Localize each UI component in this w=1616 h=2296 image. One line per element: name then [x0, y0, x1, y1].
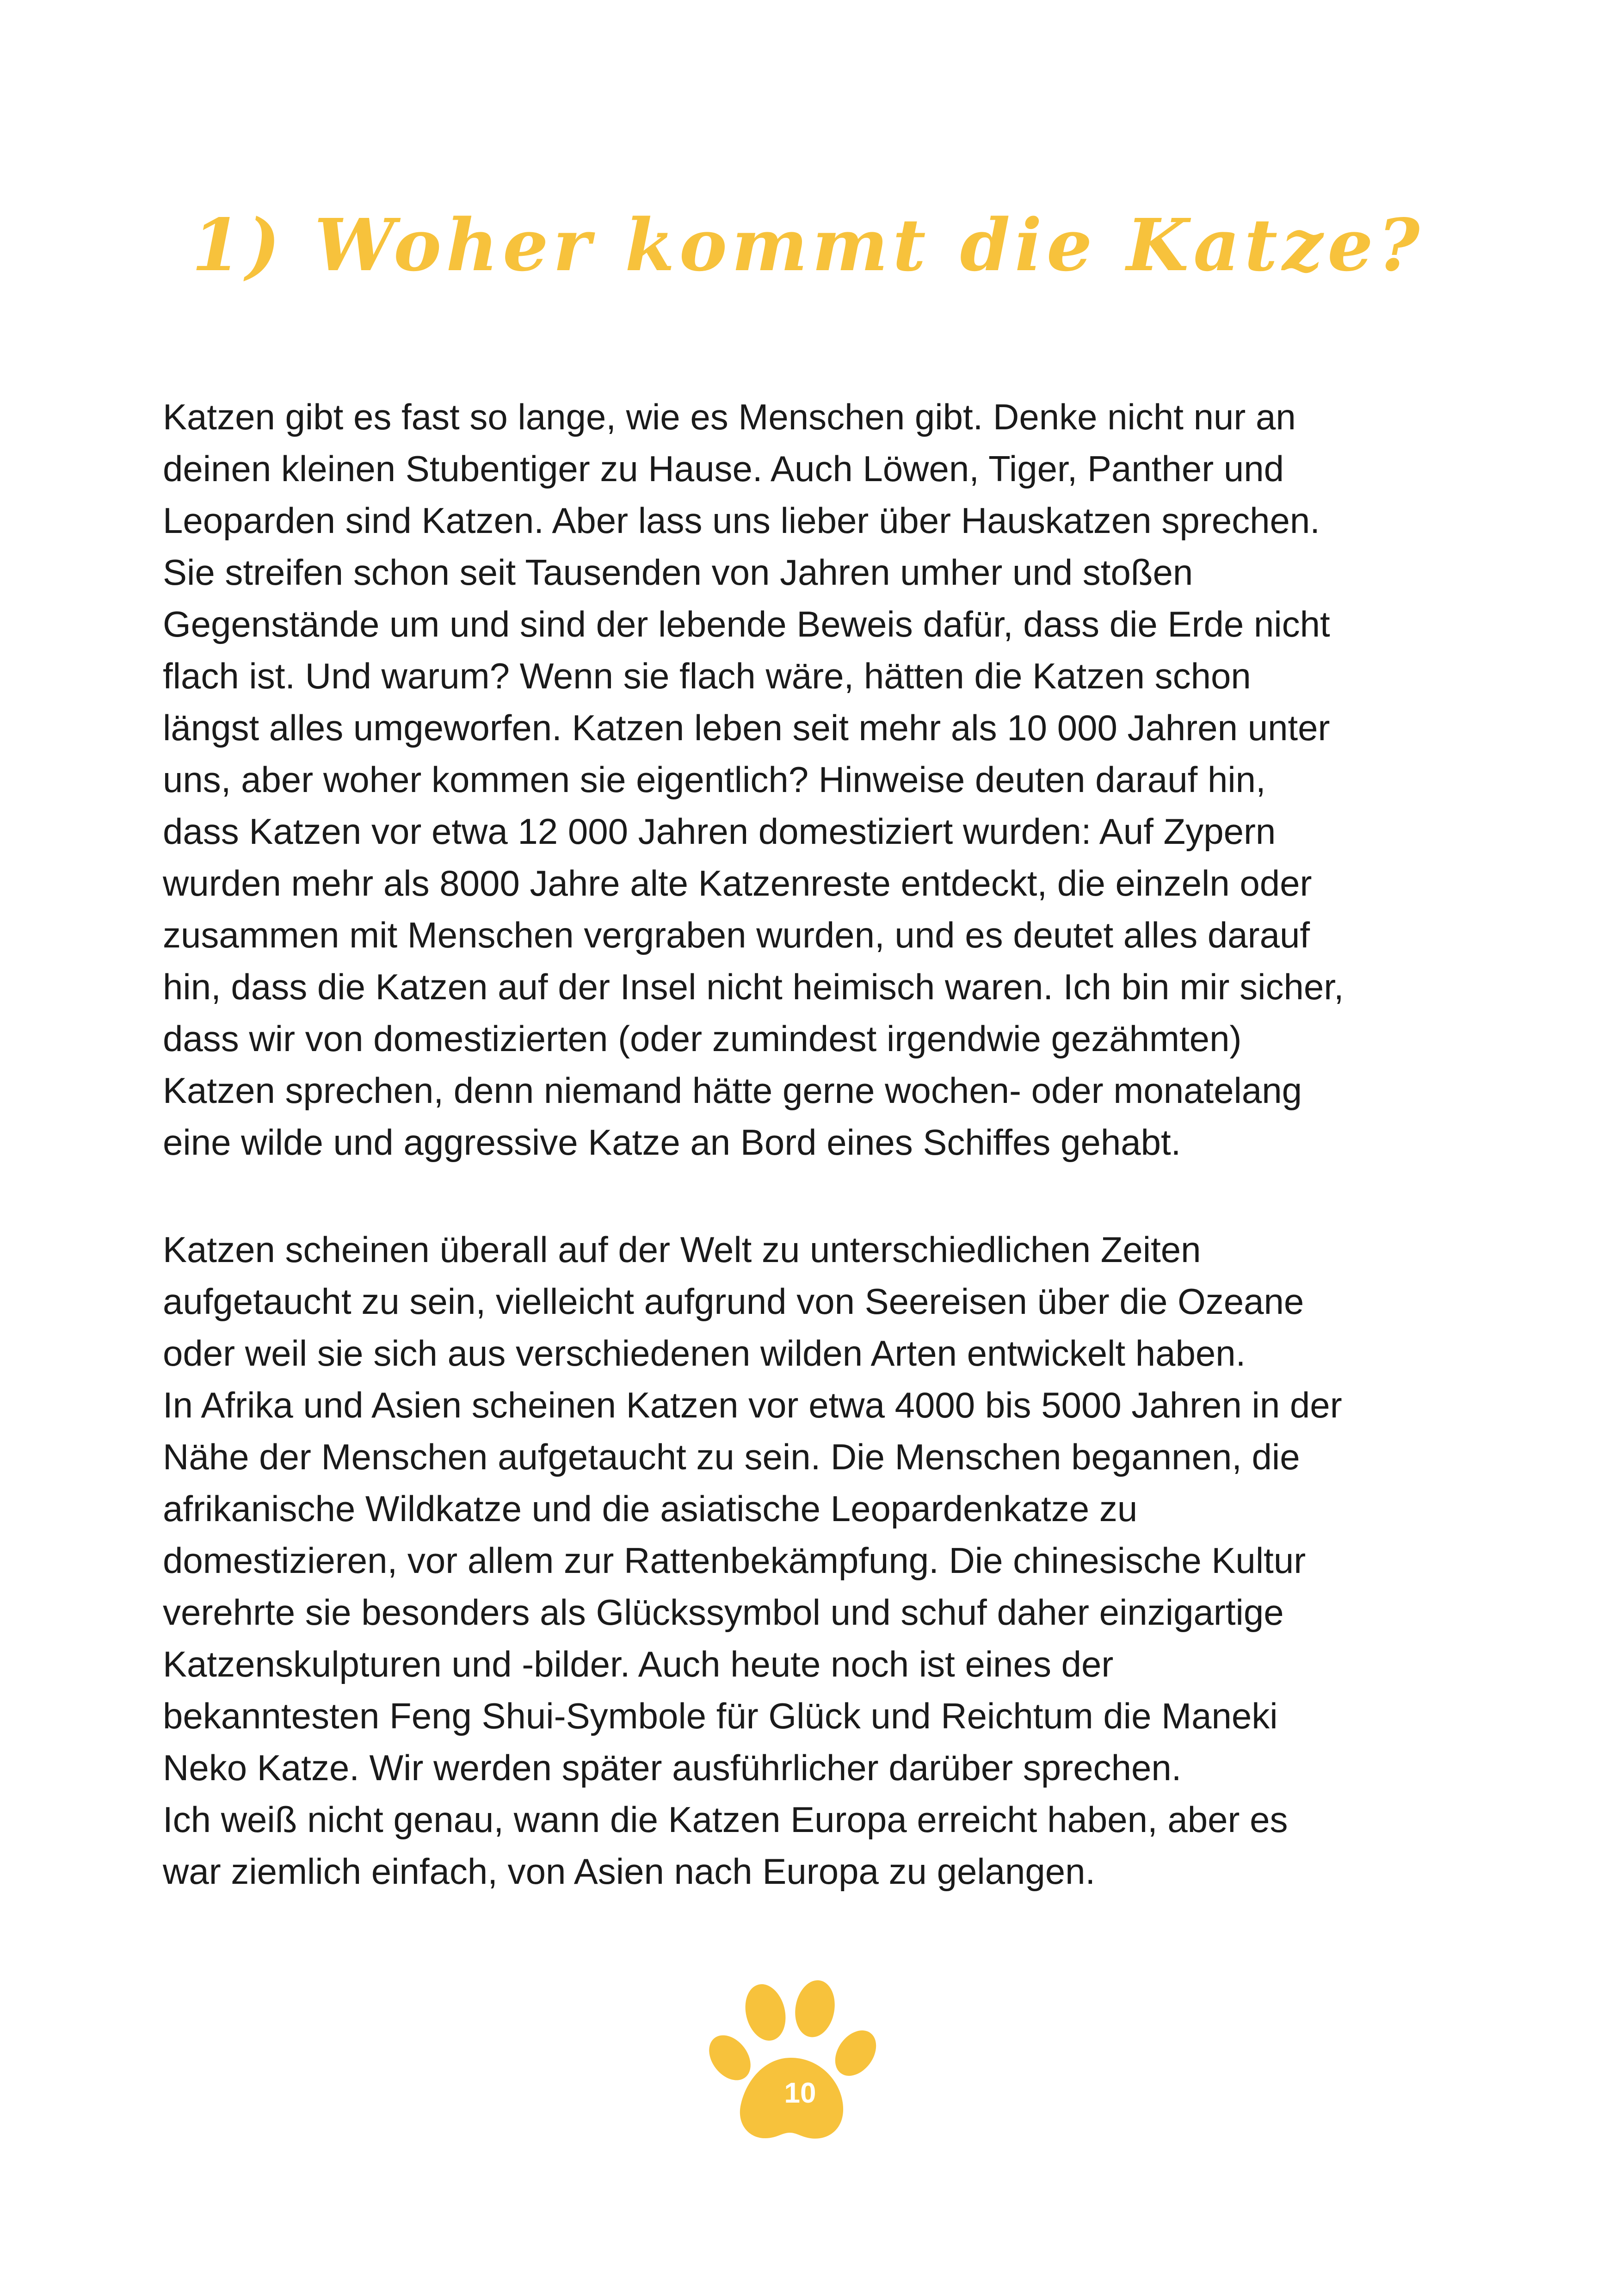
paragraph-line: Katzenskulpturen und -bilder. Auch heute noch ist eines der	[163, 1644, 1114, 1684]
paragraph-line: flach ist. Und warum? Wenn sie flach wäre, hätten die Katzen schon	[163, 656, 1251, 696]
paragraph-line: Leoparden sind Katzen. Aber lass uns lieber über Hauskatzen sprechen.	[163, 500, 1320, 541]
paragraph-line: In Afrika und Asien scheinen Katzen vor etwa 4000 bis 5000 Jahren in der	[163, 1385, 1342, 1425]
page-title: 1) Woher kommt die Katze?	[191, 203, 1425, 287]
paragraph-line: war ziemlich einfach, von Asien nach Europa zu gelangen.	[163, 1851, 1096, 1892]
paragraph-line: zusammen mit Menschen vergraben wurden, und es deutet alles darauf	[163, 915, 1310, 955]
paragraph-line: Nähe der Menschen aufgetaucht zu sein. Die Menschen begannen, die	[163, 1436, 1300, 1477]
paragraph-line: deinen kleinen Stubentiger zu Hause. Auch Löwen, Tiger, Panther und	[163, 448, 1284, 489]
paragraph-2	[163, 1224, 1481, 1897]
paragraph-line: uns, aber woher kommen sie eigentlich? Hinweise deuten darauf hin,	[163, 759, 1266, 800]
paragraph-line: Katzen scheinen überall auf der Welt zu unterschiedlichen Zeiten	[163, 1229, 1201, 1270]
paragraph-line: Neko Katze. Wir werden später ausführlicher darüber sprechen.	[163, 1747, 1182, 1788]
paragraph-line: wurden mehr als 8000 Jahre alte Katzenreste entdeckt, die einzeln oder	[163, 863, 1312, 904]
paragraph-line: Sie streifen schon seit Tausenden von Jahren umher und stoßen	[163, 552, 1193, 593]
paragraph-line: Gegenstände um und sind der lebende Beweis dafür, dass die Erde nicht	[163, 604, 1330, 644]
paragraph-line: aufgetaucht zu sein, vielleicht aufgrund von Seereisen über die Ozeane	[163, 1281, 1304, 1322]
page-number: 10	[784, 2077, 816, 2109]
paragraph-line: längst alles umgeworfen. Katzen leben seit mehr als 10 000 Jahren unter	[163, 707, 1330, 748]
paragraph-1	[163, 391, 1481, 1168]
paragraph-line: Katzen sprechen, denn niemand hätte gerne wochen- oder monatelang	[163, 1070, 1302, 1111]
paw-icon	[708, 1975, 883, 2151]
paragraph-line: verehrte sie besonders als Glückssymbol und schuf daher einzigartige	[163, 1592, 1284, 1633]
paragraph-line: hin, dass die Katzen auf der Insel nicht heimisch waren. Ich bin mir sicher,	[163, 966, 1344, 1007]
paragraph-line: eine wilde und aggressive Katze an Bord eines Schiffes gehabt.	[163, 1122, 1181, 1163]
paragraph-line: afrikanische Wildkatze und die asiatische Leopardenkatze zu	[163, 1488, 1138, 1529]
paragraph-line: oder weil sie sich aus verschiedenen wilden Arten entwickelt haben.	[163, 1333, 1246, 1374]
paragraph-line: bekanntesten Feng Shui-Symbole für Glück und Reichtum die Maneki	[163, 1696, 1278, 1736]
paragraph-line: dass wir von domestizierten (oder zumindest irgendwie gezähmten)	[163, 1018, 1242, 1059]
paragraph-line: Katzen gibt es fast so lange, wie es Menschen gibt. Denke nicht nur an	[163, 396, 1296, 437]
paragraph-line: dass Katzen vor etwa 12 000 Jahren domestiziert wurden: Auf Zypern	[163, 811, 1276, 852]
paragraph-line: Ich weiß nicht genau, wann die Katzen Europa erreicht haben, aber es	[163, 1799, 1288, 1840]
paragraph-line: domestizieren, vor allem zur Rattenbekämpfung. Die chinesische Kultur	[163, 1540, 1306, 1581]
